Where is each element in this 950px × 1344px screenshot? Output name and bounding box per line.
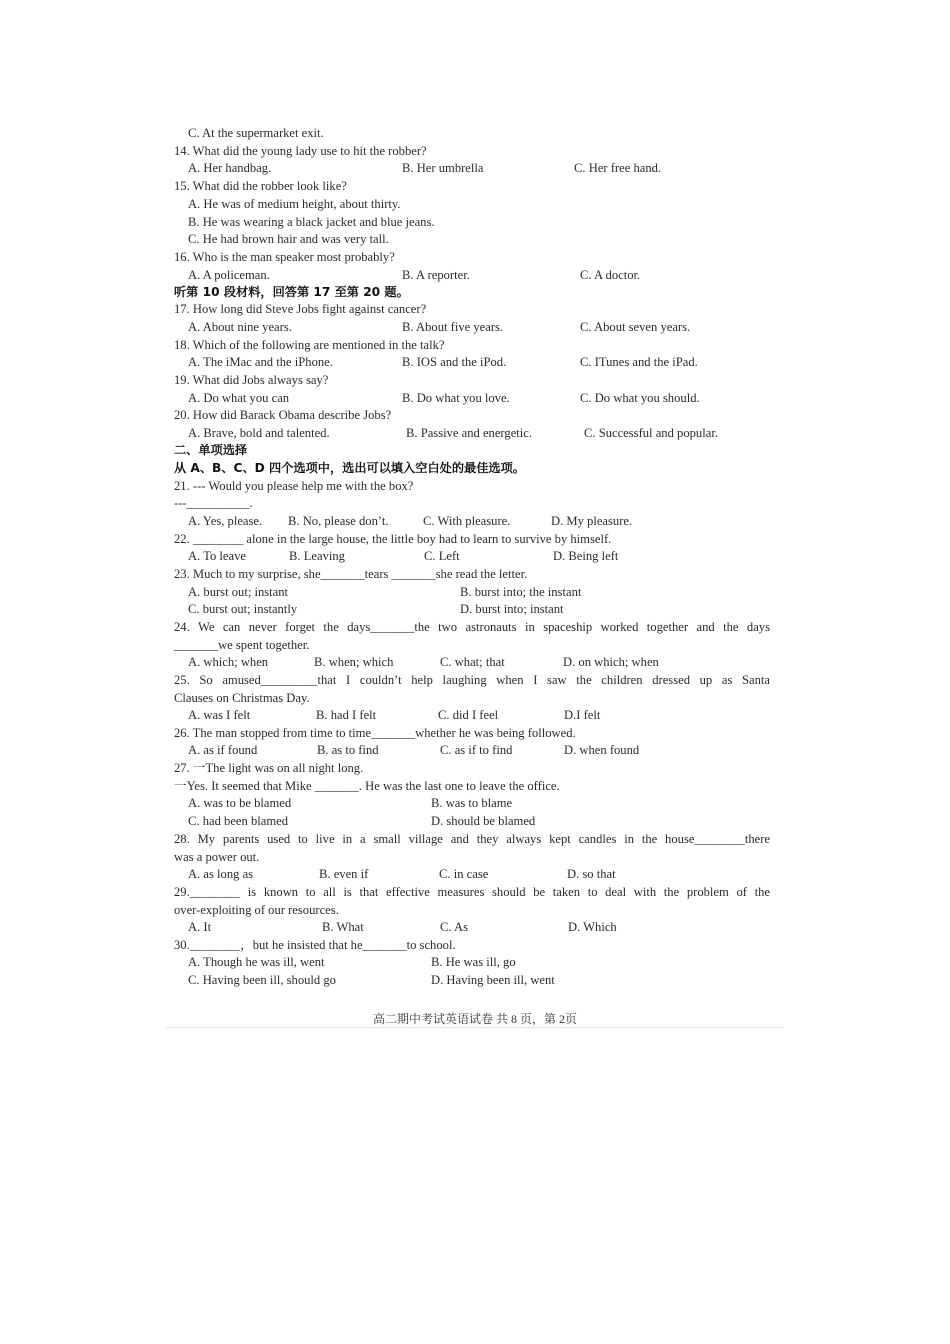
q16-option-b: B. A reporter. bbox=[402, 268, 470, 282]
q22-option-d: D. Being left bbox=[553, 549, 619, 563]
q14-option-b: B. Her umbrella bbox=[402, 161, 484, 175]
q22-option-b: B. Leaving bbox=[289, 549, 345, 563]
q27-option-a: A. was to be blamed bbox=[188, 796, 292, 810]
q25-option-c: C. did I feel bbox=[438, 708, 499, 722]
q15-option-c: C. He had brown hair and was very tall. bbox=[188, 232, 389, 246]
q24-option-d: D. on which; when bbox=[563, 655, 659, 669]
question-25-line-2: Clauses on Christmas Day. bbox=[174, 691, 310, 705]
q27-option-c: C. had been blamed bbox=[188, 814, 289, 828]
q24-option-a: A. which; when bbox=[188, 655, 269, 669]
question-14: 14. What did the young lady use to hit the robber? bbox=[174, 144, 427, 158]
question-15: 15. What did the robber look like? bbox=[174, 179, 347, 193]
q21-option-d: D. My pleasure. bbox=[551, 514, 633, 528]
q29-option-b: B. What bbox=[322, 920, 364, 934]
q20-option-b: B. Passive and energetic. bbox=[406, 426, 533, 440]
q29-option-d: D. Which bbox=[568, 920, 617, 934]
section-instructions: 从 A、B、C、D 四个选项中，选出可以填入空白处的最佳选项。 bbox=[174, 461, 525, 475]
q28-option-b: B. even if bbox=[319, 867, 369, 881]
q26-option-c: C. as if to find bbox=[440, 743, 513, 757]
q23-option-a: A. burst out; instant bbox=[188, 585, 289, 599]
question-17: 17. How long did Steve Jobs fight against cancer? bbox=[174, 302, 427, 316]
footer-rule bbox=[166, 1027, 784, 1028]
section-heading-single-choice: 二、单项选择 bbox=[174, 443, 248, 457]
q16-option-a: A. A policeman. bbox=[188, 268, 270, 282]
question-26: 26. The man stopped from time to time_______whether he was being followed. bbox=[174, 726, 576, 740]
q24-option-c: C. what; that bbox=[440, 655, 505, 669]
q17-option-b: B. About five years. bbox=[402, 320, 504, 334]
section-heading-material-10: 听第 10 段材料，回答第 17 至第 20 题。 bbox=[174, 285, 409, 299]
question-29-line-2: over-exploiting of our resources. bbox=[174, 903, 339, 917]
q28-option-a: A. as long as bbox=[188, 867, 254, 881]
q21-option-a: A. Yes, please. bbox=[188, 514, 263, 528]
question-23: 23. Much to my surprise, she_______tears _______she read the letter. bbox=[174, 567, 528, 581]
q19-option-a: A. Do what you can bbox=[188, 391, 290, 405]
q18-option-a: A. The iMac and the iPhone. bbox=[188, 355, 333, 369]
q26-option-a: A. as if found bbox=[188, 743, 258, 757]
q19-option-b: B. Do what you love. bbox=[402, 391, 510, 405]
q21-option-b: B. No, please don’t. bbox=[288, 514, 389, 528]
q27-option-b: B. was to blame bbox=[431, 796, 513, 810]
question-28-line-1: 28. My parents used to live in a small village and they always kept candles in the house________there bbox=[174, 832, 770, 846]
question-30: 30.________，but he insisted that he_______to school. bbox=[174, 938, 456, 952]
q26-option-d: D. when found bbox=[564, 743, 640, 757]
q30-option-d: D. Having been ill, went bbox=[431, 973, 555, 987]
q21-answer-blank: ---__________. bbox=[174, 496, 253, 510]
q28-option-d: D. so that bbox=[567, 867, 616, 881]
q15-option-a: A. He was of medium height, about thirty. bbox=[188, 197, 401, 211]
question-28-line-2: was a power out. bbox=[174, 850, 260, 864]
q25-option-a: A. was I felt bbox=[188, 708, 251, 722]
q15-option-b: B. He was wearing a black jacket and blue jeans. bbox=[188, 215, 435, 229]
q21-option-c: C. With pleasure. bbox=[423, 514, 511, 528]
q25-option-b: B. had I felt bbox=[316, 708, 377, 722]
q27-option-d: D. should be blamed bbox=[431, 814, 536, 828]
q22-option-c: C. Left bbox=[424, 549, 460, 563]
q23-option-b: B. burst into; the instant bbox=[460, 585, 582, 599]
question-20: 20. How did Barack Obama describe Jobs? bbox=[174, 408, 392, 422]
q14-option-a: A. Her handbag. bbox=[188, 161, 272, 175]
question-18: 18. Which of the following are mentioned in the talk? bbox=[174, 338, 445, 352]
question-27-prompt: 27. 一The light was on all night long. bbox=[174, 761, 364, 775]
q23-option-d: D. burst into; instant bbox=[460, 602, 564, 616]
q18-option-c: C. ITunes and the iPad. bbox=[580, 355, 698, 369]
q16-option-c: C. A doctor. bbox=[580, 268, 641, 282]
q18-option-b: B. IOS and the iPod. bbox=[402, 355, 507, 369]
page-footer: 高二期中考试英语试卷 共 8 页，第 2页 bbox=[372, 1012, 577, 1026]
q19-option-c: C. Do what you should. bbox=[580, 391, 700, 405]
q17-option-c: C. About seven years. bbox=[580, 320, 691, 334]
q24-option-b: B. when; which bbox=[314, 655, 394, 669]
question-21: 21. --- Would you please help me with the box? bbox=[174, 479, 414, 493]
question-25-line-1: 25. So amused_________that I couldn’t help laughing when I saw the children dressed up as Santa bbox=[174, 673, 770, 687]
question-24-line-1: 24. We can never forget the days_______the two astronauts in spaceship worked together and the days bbox=[174, 620, 770, 634]
question-16: 16. Who is the man speaker most probably? bbox=[174, 250, 395, 264]
question-27-response: 一Yes. It seemed that Mike _______. He was the last one to leave the office. bbox=[174, 779, 560, 793]
question-19: 19. What did Jobs always say? bbox=[174, 373, 329, 387]
q20-option-c: C. Successful and popular. bbox=[584, 426, 718, 440]
q17-option-a: A. About nine years. bbox=[188, 320, 292, 334]
q30-option-b: B. He was ill, go bbox=[431, 955, 516, 969]
q22-option-a: A. To leave bbox=[188, 549, 246, 563]
question-29-line-1: 29.________ is known to all is that effective measures should be taken to deal with the problem of the bbox=[174, 885, 770, 899]
question-24-line-2: _______we spent together. bbox=[174, 638, 310, 652]
q28-option-c: C. in case bbox=[439, 867, 489, 881]
q29-option-a: A. It bbox=[188, 920, 212, 934]
q14-option-c: C. Her free hand. bbox=[574, 161, 662, 175]
q29-option-c: C. As bbox=[440, 920, 468, 934]
question-22: 22. ________ alone in the large house, the little boy had to learn to survive by himself. bbox=[174, 532, 612, 546]
q20-option-a: A. Brave, bold and talented. bbox=[188, 426, 330, 440]
q13-option-c: C. At the supermarket exit. bbox=[188, 126, 324, 140]
q23-option-c: C. burst out; instantly bbox=[188, 602, 298, 616]
q26-option-b: B. as to find bbox=[317, 743, 379, 757]
q30-option-c: C. Having been ill, should go bbox=[188, 973, 336, 987]
q30-option-a: A. Though he was ill, went bbox=[188, 955, 325, 969]
q25-option-d: D.I felt bbox=[564, 708, 601, 722]
